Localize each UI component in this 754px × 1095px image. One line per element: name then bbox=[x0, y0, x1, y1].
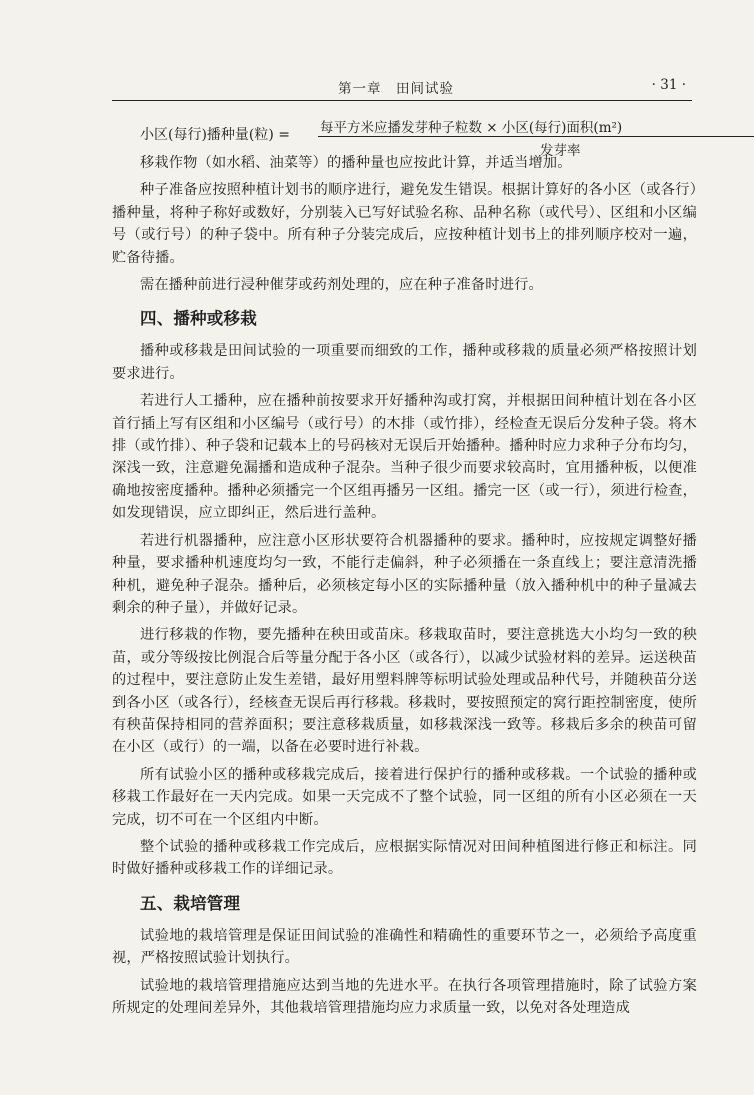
formula-denominator: 发芽率 bbox=[540, 143, 581, 159]
paragraph: 若进行人工播种，应在播种前按要求开好播种沟或打窝，并根据田间种植计划在各小区首行插上写有区组和小区编号（或行号）的木排（或竹排），经检查无误后分发种子袋。将木排（或竹排）、种子袋和记载本上的号码核对无误后开始播种。播种时应力求种子分布均匀，深浅一致，注意避免漏播和造成种子混杂。当种子很少而要求较高时，宜用播种板，以便准确地按密度播种。播种必须播完一个区组再播另一区组。播完一区（或一行），须进行检查，如发现错误，应立即纠正，然后进行盖种。 bbox=[112, 393, 697, 522]
chapter-title: 第一章 田间试验 bbox=[338, 81, 454, 97]
section-heading-5: 五、栽培管理 bbox=[140, 893, 241, 913]
paragraph: 移栽作物（如水稻、油菜等）的播种量也应按此计算，并适当增加。 bbox=[140, 155, 572, 171]
paragraph: 种子准备应按照种植计划书的顺序进行，避免发生错误。根据计算好的各小区（或各行）播种量，将种子称好或数好，分别装入已写好试验名称、品种名称（或代号）、区组和小区编号（或行号）的种子袋中。所有种子分装完成后，应按种植计划书上的排列顺序校对一遍，贮备待播。 bbox=[112, 182, 697, 266]
paragraph: 播种或移栽是田间试验的一项重要而细致的工作，播种或移栽的质量必须严格按照计划要求进行。 bbox=[112, 343, 697, 382]
formula-lhs: 小区(每行)播种量(粒) = bbox=[140, 127, 291, 143]
paragraph: 试验地的栽培管理措施应达到当地的先进水平。在执行各项管理措施时，除了试验方案所规定的处理间差异外，其他栽培管理措施均应力求质量一致，以免对各处理造成 bbox=[112, 977, 697, 1016]
page-number: · 31 · bbox=[651, 77, 686, 93]
paragraph: 整个试验的播种或移栽工作完成后，应根据实际情况对田间种植图进行修正和标注。同时做好播种或移栽工作的详细记录。 bbox=[112, 838, 697, 878]
fraction-bar bbox=[318, 136, 754, 137]
paragraph: 需在播种前进行浸种催芽或药剂处理的，应在种子准备时进行。 bbox=[140, 277, 543, 294]
paragraph: 所有试验小区的播种或移栽完成后，接着进行保护行的播种或移栽。一个试验的播种或移栽工作最好在一天内完成。如果一天完成不了整个试验，同一区组的所有小区必须在一天完成，切不可在一个区组内中断。 bbox=[112, 766, 697, 828]
body-text bbox=[112, 152, 697, 1024]
running-header bbox=[112, 74, 692, 101]
paragraph: 进行移栽的作物，要先播种在秧田或苗床。移栽取苗时，要注意挑选大小均匀一致的秧苗，或分等级按比例混合后等量分配于各小区（或各行），以减少试验材料的差异。运送秧苗的过程中，要注意防止发生差错，最好用塑料牌等标明试验处理或品种代号，并随秧苗分送到各小区（或各行），经核查无误后再行移栽。移栽时，要按照预定的窝行距控制密度，使所有秧苗保持相同的营养面积；要注意移栽质量，如移栽深浅一致等。移栽后多余的秧苗可留在小区（或行）的一端，以备在必要时进行补栽。 bbox=[112, 627, 697, 756]
paragraph: 试验地的栽培管理是保证田间试验的准确性和精确性的重要环节之一，必须给予高度重视，严格按照试验计划执行。 bbox=[112, 927, 697, 967]
section-heading-4: 四、播种或移栽 bbox=[140, 309, 257, 329]
paragraph: 若进行机器播种，应注意小区形状要符合机器播种的要求。播种时，应按规定调整好播种量，要求播种机速度均匀一致，不能行走偏斜，种子必须播在一条直线上；要注意清洗播种机，避免种子混杂。播种后，必须核定每小区的实际播种量（放入播种机中的种子量减去剩余的种子量），并做好记录。 bbox=[112, 532, 697, 616]
formula-numerator: 每平方米应播发芽种子粒数 × 小区(每行)面积(m²) bbox=[320, 120, 623, 136]
